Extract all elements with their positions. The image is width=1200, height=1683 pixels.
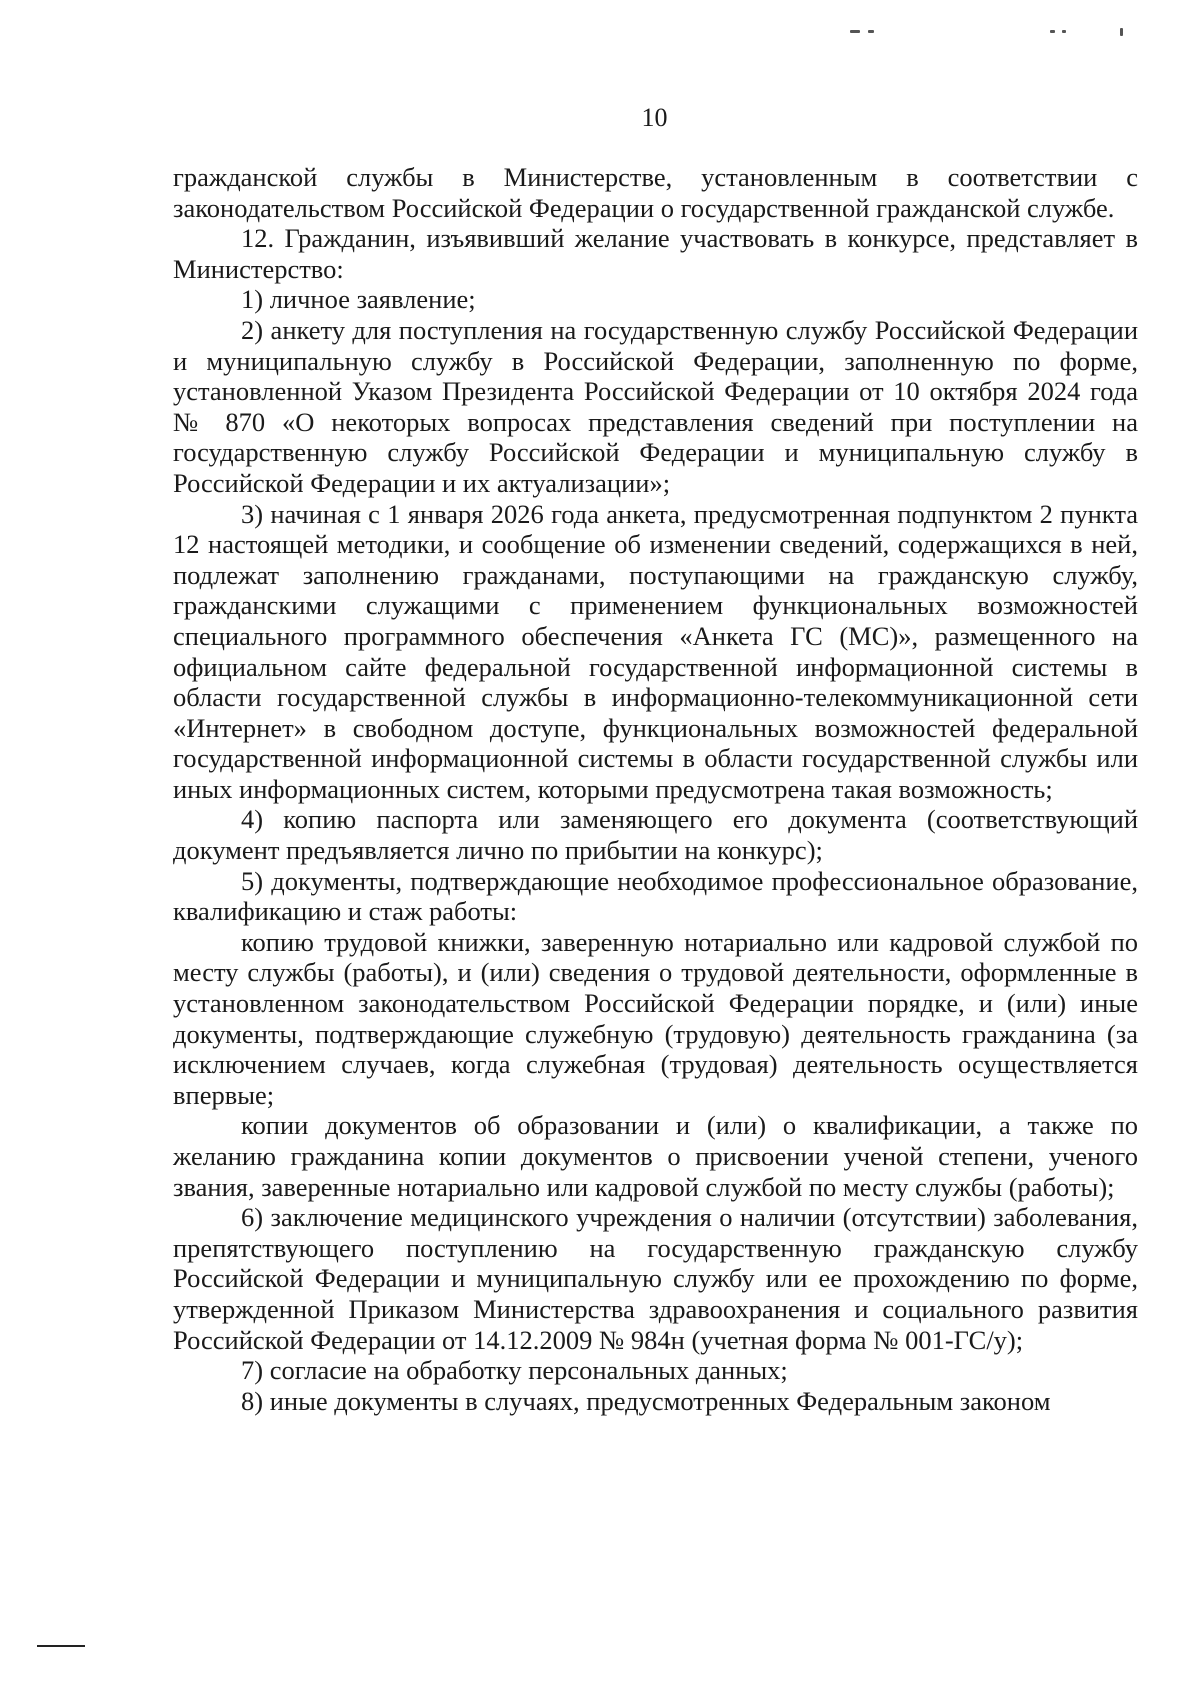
list-item-4: 4) копию паспорта или заменяющего его документа (соответствующий документ предъявляется лично по прибытии на конкурс); — [173, 804, 1138, 866]
paragraph-continuation: гражданской службы в Министерстве, установленным в соответствии с законодательством Российской Федерации о государственной гражданской службе. — [173, 162, 1138, 223]
list-item-2: 2) анкету для поступления на государственную службу Российской Федерации и муниципальную службу в Российской Федерации, заполненную по форме, установленной Указом Президента Российской Федерации от 10 октября 2024 года № 870 «О некоторых вопросах представления сведений при поступлении на государственную службу Российской Федерации и муниципальную службу в Российской Федерации и их актуализации»; — [173, 314, 1138, 498]
document-body — [173, 162, 1138, 1416]
list-item-5-sub-2: копии документов об образовании и (или) о квалификации, а также по желанию гражданина копии документов о присвоении ученой степени, ученого звания, заверенные нотариально или кадровой службой по месту службы (работы); — [173, 1110, 1138, 1202]
list-item-5: 5) документы, подтверждающие необходимое профессиональное образование, квалификацию и стаж работы: — [173, 865, 1138, 927]
list-item-5-sub-1: копию трудовой книжки, заверенную нотариально или кадровой службой по месту службы (работы), и (или) сведения о трудовой деятельности, оформленные в установленном законодательством Российской Федерации порядке, и (или) иные документы, подтверждающие служебную (трудовую) деятельность гражданина (за исключением случаев, когда служебная (трудовая) деятельность осуществляется впервые; — [173, 926, 1138, 1110]
paragraph-item-12: 12. Гражданин, изъявивший желание участвовать в конкурсе, представляет в Министерство: — [173, 223, 1138, 284]
page-number: 10 — [641, 103, 668, 132]
list-item-3: 3) начиная с 1 января 2026 года анкета, предусмотренная подпунктом 2 пункта 12 настоящей методики, и сообщение об изменении сведений, содержащихся в ней, подлежат заполнению гражданами, поступающими на гражданскую службу, гражданскими служащими с применением функциональных возможностей специального программного обеспечения «Анкета ГС (МС)», размещенного на официальном сайте федеральной государственной информационной системы в области государственной службы в информационно-телекоммуникационной сети «Интернет» в свободном доступе, функциональных возможностей федеральной государственной информационной системы в области государственной службы или иных информационных систем, которыми предусмотрена такая возможность; — [173, 498, 1138, 804]
margin-mark — [37, 1645, 85, 1647]
list-item-7: 7) согласие на обработку персональных данных; — [241, 1355, 788, 1386]
list-item-6: 6) заключение медицинского учреждения о наличии (отсутствии) заболевания, препятствующего поступлению на государственную гражданскую службу Российской Федерации и муниципальную службу или ее прохождению по форме, утвержденной Приказом Министерства здравоохранения и социального развития Российской Федерации от 14.12.2009 № 984н (учетная форма № 001-ГС/у); — [173, 1202, 1138, 1355]
list-item-8: 8) иные документы в случаях, предусмотренных Федеральным законом — [241, 1385, 1051, 1416]
scan-artifacts — [850, 26, 1130, 40]
list-item-1: 1) личное заявление; — [241, 284, 476, 315]
